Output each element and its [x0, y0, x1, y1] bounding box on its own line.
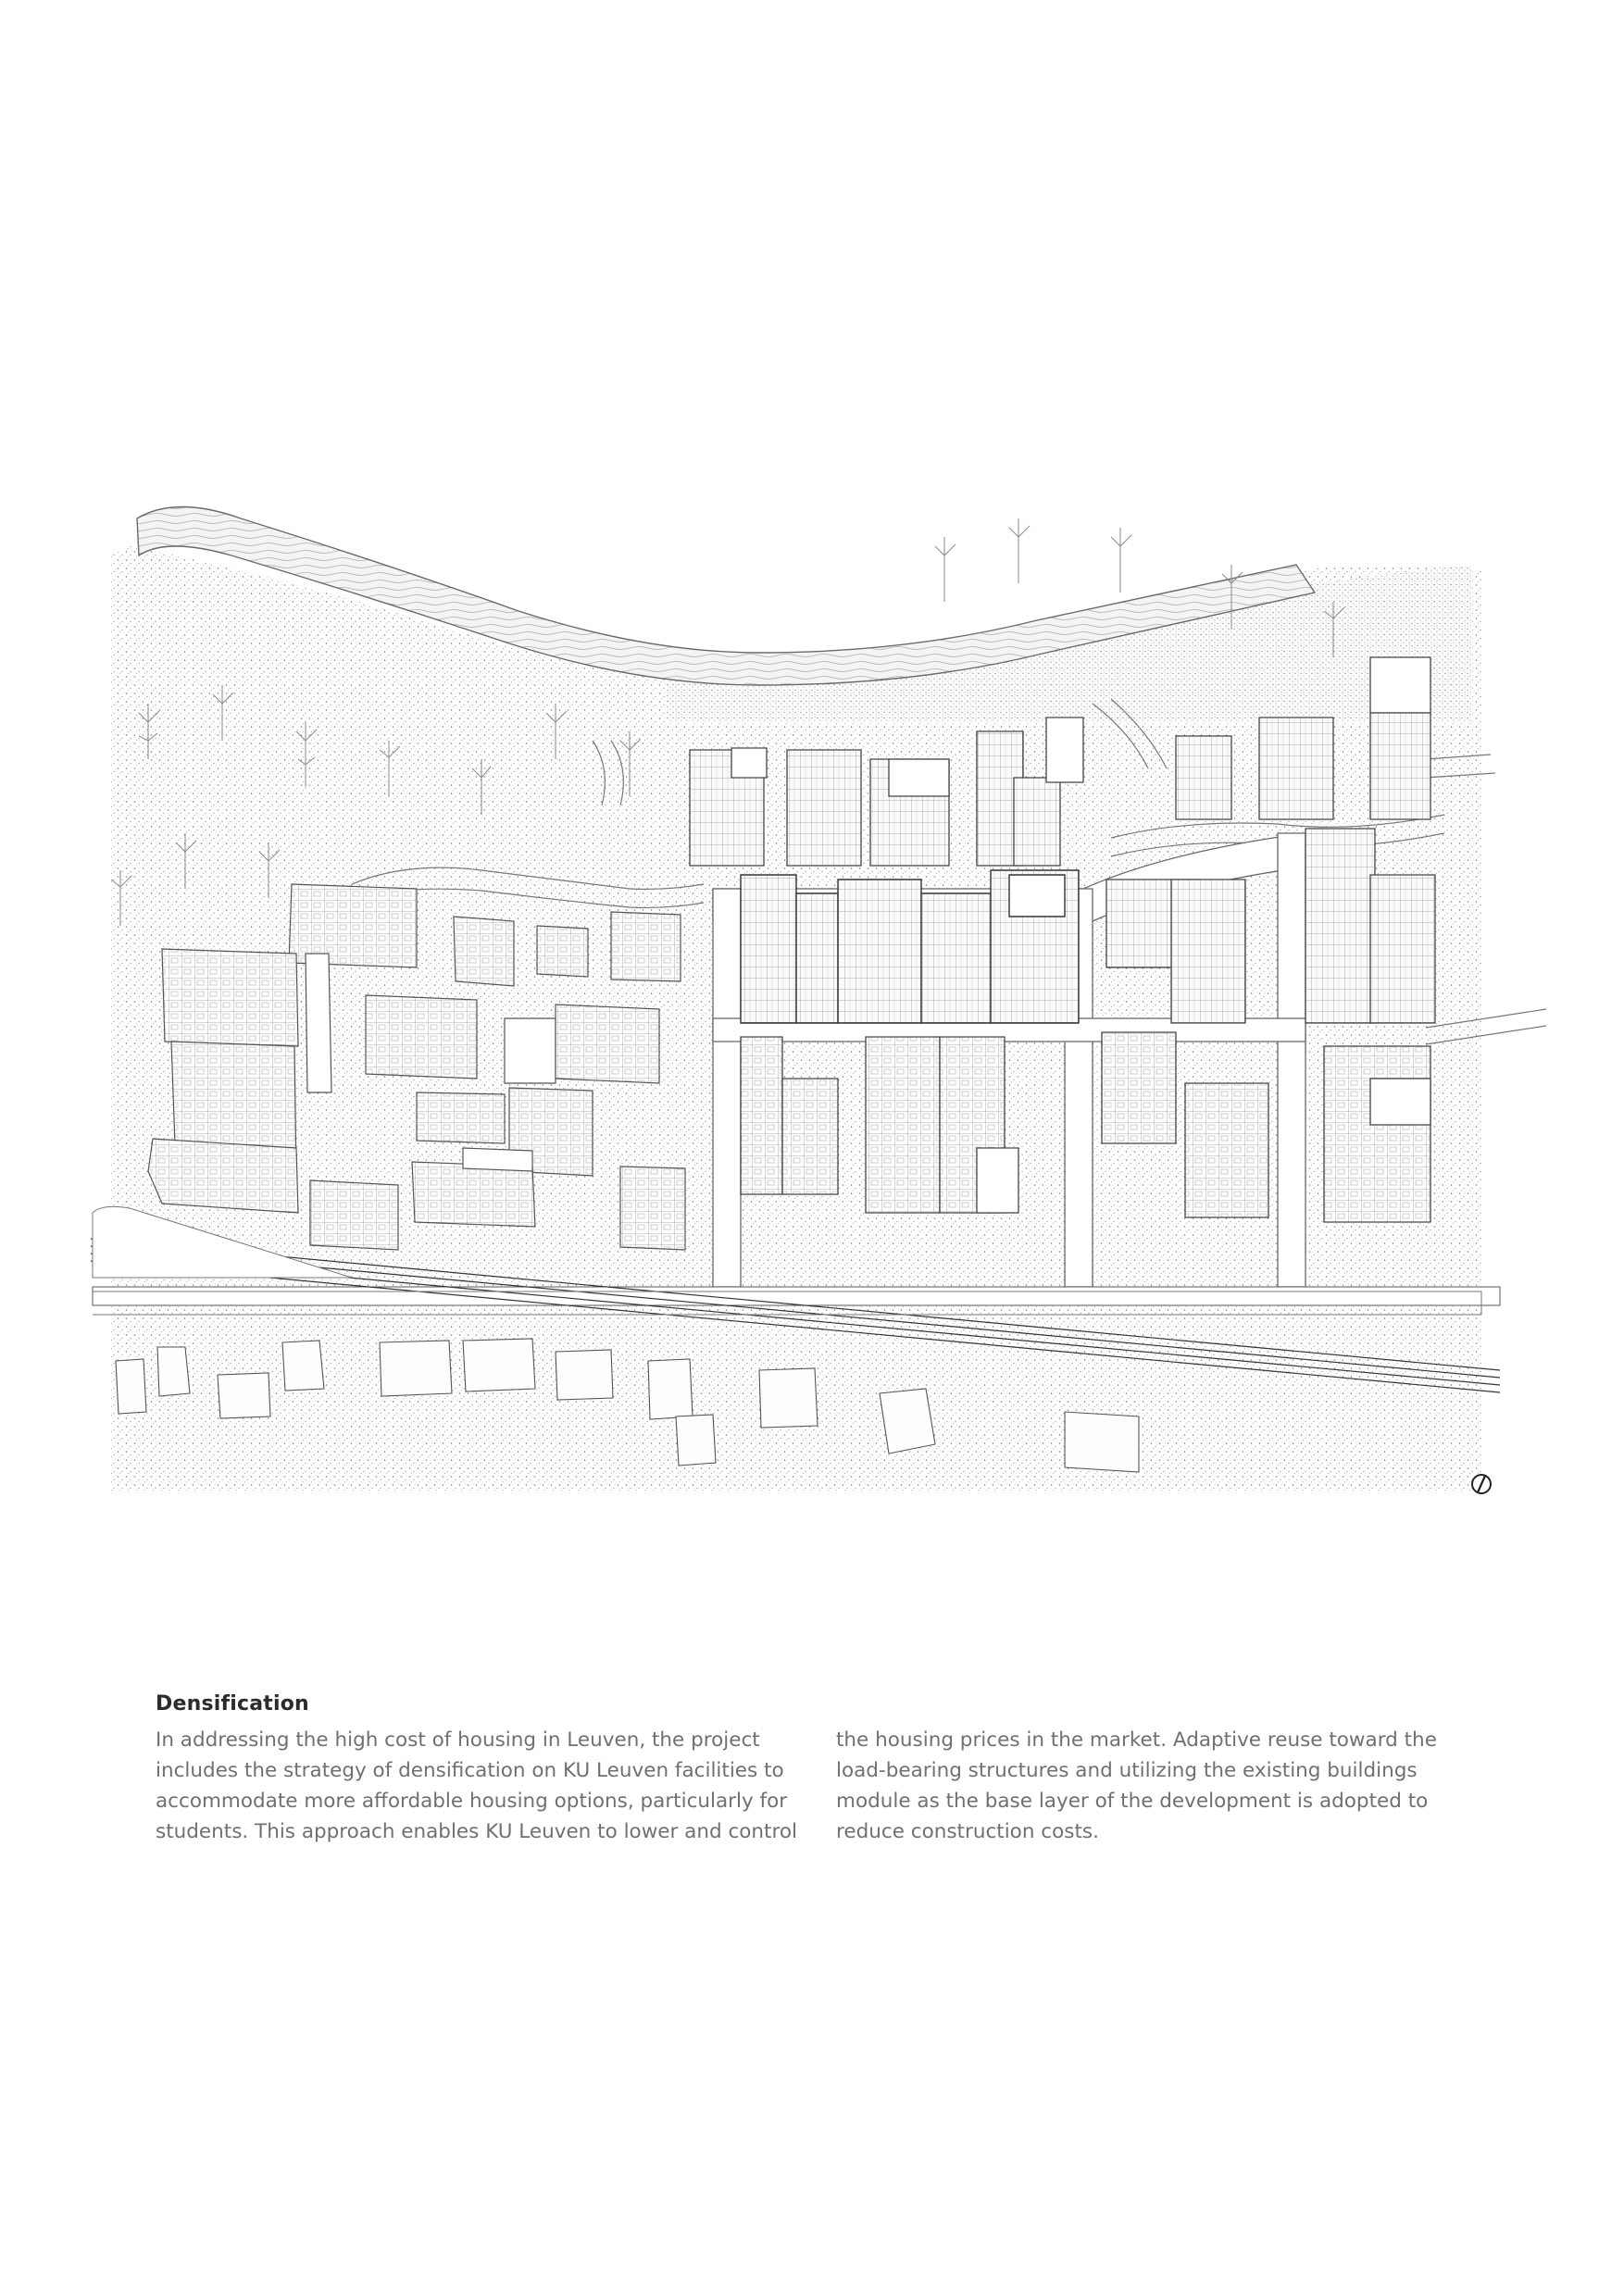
caption-line: reduce construction costs.	[836, 1820, 1099, 1843]
caption-column-2	[836, 1725, 1480, 1847]
caption-line: module as the base layer of the development is adopted to	[836, 1790, 1429, 1813]
caption-line: includes the strategy of densification on KU Leuven facilities to	[156, 1759, 784, 1782]
caption-columns	[156, 1725, 1480, 1847]
caption-line: students. This approach enables KU Leuven to lower and control	[156, 1820, 797, 1843]
central-densified-block	[741, 870, 1079, 1023]
caption-line: In addressing the high cost of housing in Leuven, the project	[156, 1728, 760, 1752]
section-title: Densification	[156, 1692, 309, 1716]
caption	[156, 1692, 1480, 1847]
caption-column-1	[156, 1725, 799, 1847]
caption-line: load-bearing structures and utilizing the existing buildings	[836, 1759, 1418, 1782]
caption-line: accommodate more affordable housing options, particularly for	[156, 1790, 788, 1813]
north-arrow-icon	[1472, 1475, 1491, 1493]
caption-line: the housing prices in the market. Adaptive reuse toward the	[836, 1728, 1437, 1752]
